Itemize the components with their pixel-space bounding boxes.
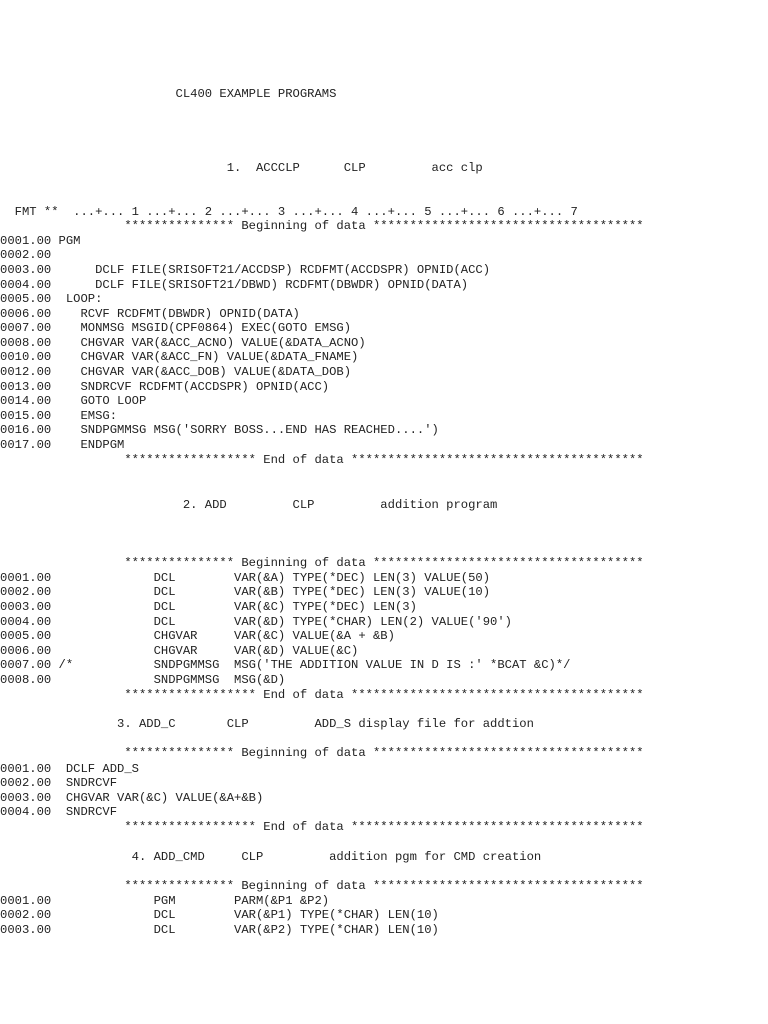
code-line: 0002.00 DCL VAR(&B) TYPE(*DEC) LEN(3) VALUE(10)	[0, 585, 491, 599]
end-of-data-marker: ****************** End of data ****************************************	[0, 453, 644, 467]
code-line: 0001.00 DCL VAR(&A) TYPE(*DEC) LEN(3) VALUE(50)	[0, 571, 491, 585]
code-line: 0003.00 DCLF FILE(SRISOFT21/ACCDSP) RCDFMT(ACCDSPR) OPNID(ACC)	[0, 263, 491, 277]
code-line: 0004.00 DCLF FILE(SRISOFT21/DBWD) RCDFMT(DBWDR) OPNID(DATA)	[0, 278, 469, 292]
code-line: 0004.00 DCL VAR(&D) TYPE(*CHAR) LEN(2) VALUE('90')	[0, 615, 512, 629]
code-line: 0002.00 SNDRCVF	[0, 776, 118, 790]
code-line: 0005.00 LOOP:	[0, 292, 103, 306]
section-heading-add-cmd: 4. ADD_CMD CLP addition pgm for CMD creation	[0, 850, 542, 864]
code-line: 0016.00 SNDPGMMSG MSG('SORRY BOSS...END HAS REACHED....')	[0, 423, 439, 437]
code-line: 0002.00 DCL VAR(&P1) TYPE(*CHAR) LEN(10)	[0, 908, 439, 922]
beginning-of-data-marker: *************** Beginning of data *************************************	[0, 556, 644, 570]
code-line: 0010.00 CHGVAR VAR(&ACC_FN) VALUE(&DATA_FNAME)	[0, 350, 359, 364]
section-heading-acc-clp: 1. ACCCLP CLP acc clp	[0, 161, 483, 175]
code-line: 0008.00 SNDPGMMSG MSG(&D)	[0, 673, 286, 687]
code-line: 0013.00 SNDRCVF RCDFMT(ACCDSPR) OPNID(ACC)	[0, 380, 330, 394]
code-line: 0014.00 GOTO LOOP	[0, 394, 147, 408]
code-line: 0001.00 DCLF ADD_S	[0, 762, 139, 776]
code-line: 0003.00 DCL VAR(&P2) TYPE(*CHAR) LEN(10)	[0, 923, 439, 937]
code-line: 0003.00 CHGVAR VAR(&C) VALUE(&A+&B)	[0, 791, 264, 805]
code-line: 0007.00 /* SNDPGMMSG MSG('THE ADDITION VALUE IN D IS :' *BCAT &C)*/	[0, 658, 571, 672]
code-line: 0001.00 PGM	[0, 234, 81, 248]
section-heading-add: 2. ADD CLP addition program	[0, 498, 498, 512]
code-line: 0012.00 CHGVAR VAR(&ACC_DOB) VALUE(&DATA_DOB)	[0, 365, 352, 379]
code-line: 0017.00 ENDPGM	[0, 438, 125, 452]
code-line: 0001.00 PGM PARM(&P1 &P2)	[0, 894, 330, 908]
code-line: 0007.00 MONMSG MSGID(CPF0864) EXEC(GOTO EMSG)	[0, 321, 352, 335]
beginning-of-data-marker: *************** Beginning of data *************************************	[0, 746, 644, 760]
code-line: 0005.00 CHGVAR VAR(&C) VALUE(&A + &B)	[0, 629, 395, 643]
section-heading-add-c: 3. ADD_C CLP ADD_S display file for addtion	[0, 717, 534, 731]
code-line: 0015.00 EMSG:	[0, 409, 118, 423]
code-line: 0002.00	[0, 248, 52, 262]
end-of-data-marker: ****************** End of data ****************************************	[0, 688, 644, 702]
beginning-of-data-marker: *************** Beginning of data *************************************	[0, 219, 644, 233]
code-line: 0006.00 RCVF RCDFMT(DBWDR) OPNID(DATA)	[0, 307, 300, 321]
doc-title: CL400 EXAMPLE PROGRAMS	[0, 87, 337, 101]
ruler-line: FMT ** ...+... 1 ...+... 2 ...+... 3 ...+... 4 ...+... 5 ...+... 6 ...+... 7	[0, 205, 578, 219]
code-line: 0008.00 CHGVAR VAR(&ACC_ACNO) VALUE(&DATA_ACNO)	[0, 336, 366, 350]
beginning-of-data-marker: *************** Beginning of data *************************************	[0, 879, 644, 893]
end-of-data-marker: ****************** End of data ****************************************	[0, 820, 644, 834]
code-line: 0004.00 SNDRCVF	[0, 805, 118, 819]
code-line: 0006.00 CHGVAR VAR(&D) VALUE(&C)	[0, 644, 359, 658]
code-line: 0003.00 DCL VAR(&C) TYPE(*DEC) LEN(3)	[0, 600, 417, 614]
